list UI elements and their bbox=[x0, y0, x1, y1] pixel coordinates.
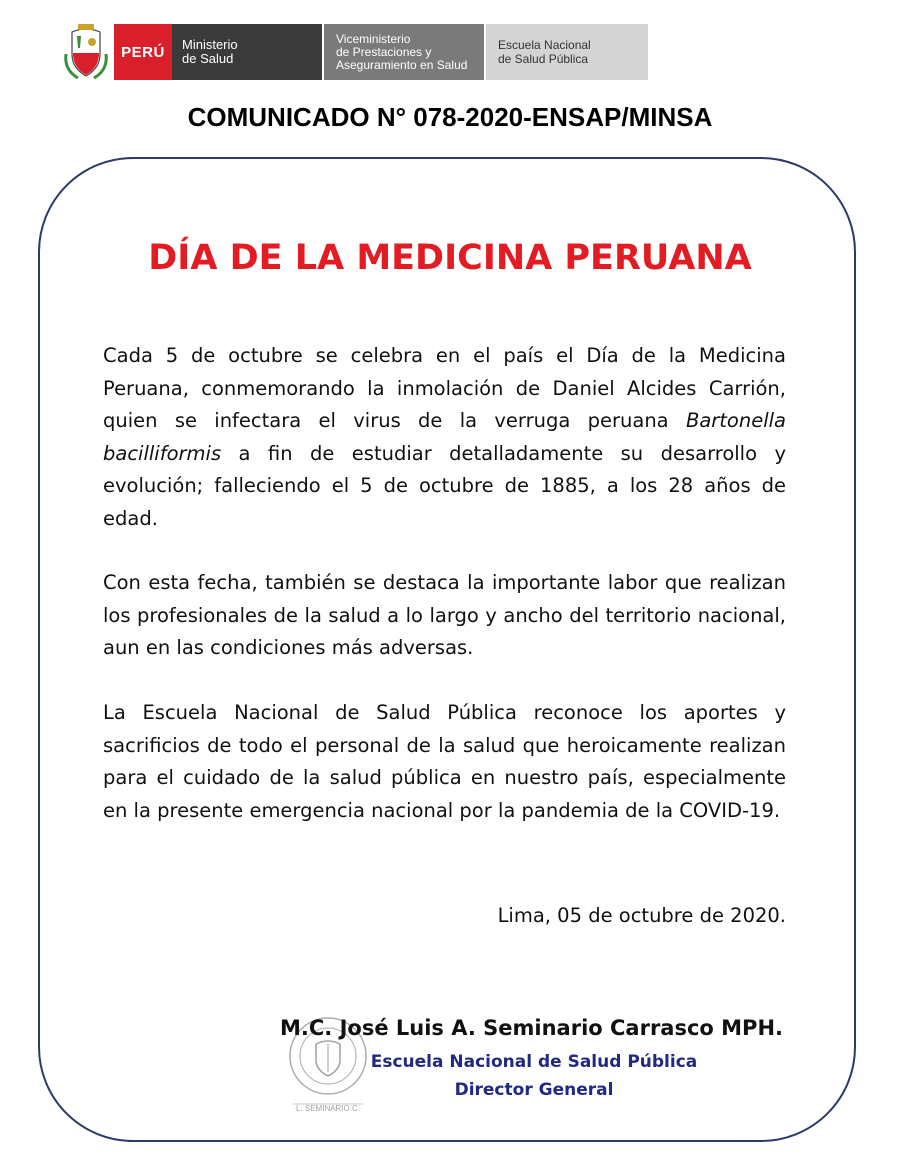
peru-label: PERÚ bbox=[121, 43, 165, 61]
institutional-header bbox=[64, 24, 648, 80]
paragraph-1-after: a fin de estudiar detalladamente su desarrollo y evolución; falleciendo el 5 de octubre de 1885, a los 28 años de edad. bbox=[103, 441, 786, 530]
ministerio-line-1: Ministerio bbox=[182, 37, 238, 52]
ministerio-line-2: de Salud bbox=[182, 51, 234, 66]
vice-line-1: Viceministerio bbox=[336, 31, 411, 46]
vice-line-3: Aseguramiento en Salud bbox=[336, 57, 468, 72]
escuela-line-1: Escuela Nacional bbox=[498, 38, 591, 52]
paragraph-1-italic: Bartonella bacilliformis bbox=[103, 409, 786, 465]
ministerio-box bbox=[172, 24, 322, 80]
peru-coat-of-arms-icon bbox=[64, 24, 108, 80]
seal-text: L. SEMINARIO C. bbox=[295, 1104, 361, 1113]
signer-name: M.C. José Luis A. Seminario Carrasco MPH. bbox=[280, 1016, 783, 1040]
paragraph-3: La Escuela Nacional de Salud Pública reconoce los aportes y sacrificios de todo el personal de la salud que heroicamente realizan para el cuidado de la salud pública en nuestro país, especialmente en la presente emergencia nacional por la pandemia de la COVID-19. bbox=[103, 701, 786, 822]
paragraph-1 bbox=[103, 340, 786, 535]
comunicado-number: COMUNICADO N° 078-2020-ENSAP/MINSA bbox=[187, 102, 713, 132]
signer-organization: Escuela Nacional de Salud Pública bbox=[370, 1052, 698, 1072]
paragraph-1-before: Cada 5 de octubre se celebra en el país el Día de la Medicina Peruana, conmemorando la inmolación de Daniel Alcides Carrión, quien se infectara el virus de la verruga peruana bbox=[103, 344, 786, 432]
vice-line-2: de Prestaciones y bbox=[336, 44, 432, 59]
viceministerio-box bbox=[324, 24, 484, 80]
escuela-box bbox=[486, 24, 648, 80]
escuela-line-2: de Salud Pública bbox=[498, 52, 589, 66]
signer-role: Director General bbox=[454, 1080, 614, 1100]
peru-label-box bbox=[114, 24, 172, 80]
date-line: Lima, 05 de octubre de 2020. bbox=[497, 904, 786, 927]
page-title: DÍA DE LA MEDICINA PERUANA bbox=[148, 238, 752, 278]
paragraph-2: Con esta fecha, también se destaca la importante labor que realizan los profesionales de la salud a lo largo y ancho del territorio nacional, aun en las condiciones más adversas. bbox=[103, 571, 786, 659]
